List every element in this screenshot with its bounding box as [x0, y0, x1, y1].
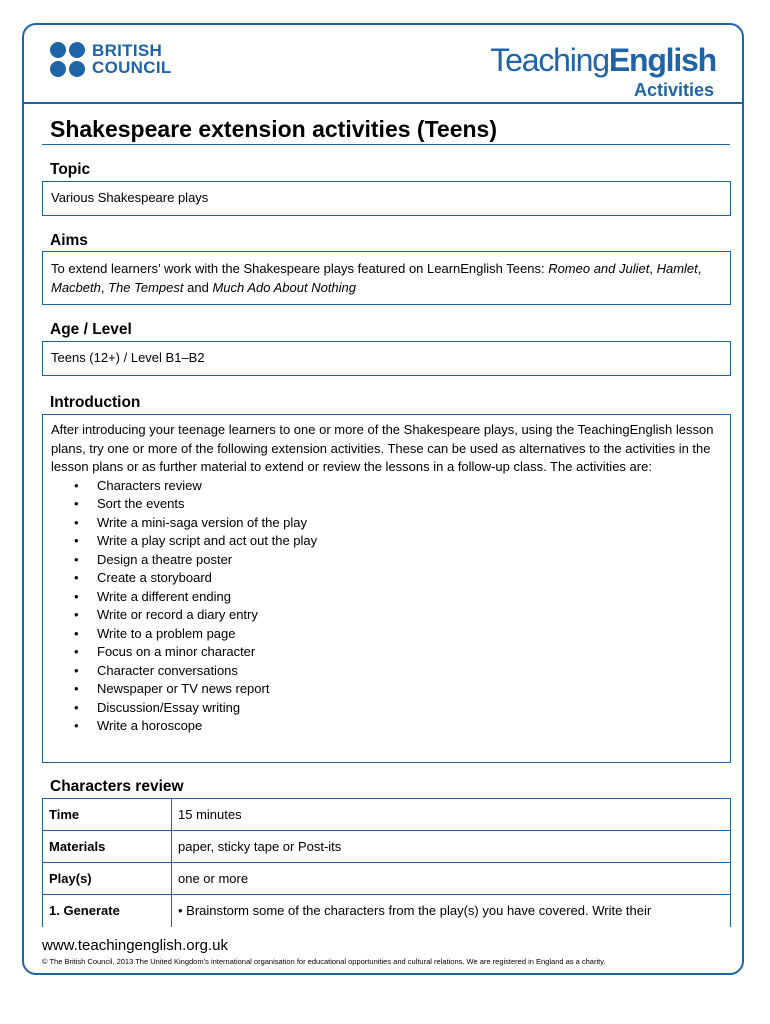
british-council-dots-icon: [50, 42, 86, 78]
introduction-box: [42, 414, 731, 763]
table-row: [43, 895, 731, 928]
list-item: • Focus on a minor character: [51, 643, 722, 662]
table-key: 1. Generate: [43, 895, 172, 928]
list-item: • Write a play script and act out the play: [51, 532, 722, 551]
table-key: Play(s): [43, 863, 172, 895]
list-item: • Create a storyboard: [51, 569, 722, 588]
topic-box: [42, 181, 731, 216]
table-key: Time: [43, 799, 172, 831]
footer-url: www.teachingenglish.org.uk: [42, 937, 228, 954]
footer-copyright: © The British Council, 2013 The United Kingdom’s international organisation for educational opportunities and cultural relations. We are registered in England as a charity.: [42, 957, 606, 966]
title-divider: [42, 144, 730, 145]
characters-review-table: [42, 798, 731, 927]
list-item: • Discussion/Essay writing: [51, 699, 722, 718]
list-item: • Characters review: [51, 477, 722, 496]
aims-heading: Aims: [50, 232, 88, 249]
table-row: [43, 831, 731, 863]
table-row: [43, 863, 731, 895]
table-value: paper, sticky tape or Post-its: [172, 831, 731, 863]
page-title: Shakespeare extension activities (Teens): [50, 116, 497, 142]
teachingenglish-logo: TeachingEnglish: [490, 42, 716, 78]
age-level-text: Teens (12+) / Level B1–B2: [51, 350, 205, 365]
list-item: • Character conversations: [51, 662, 722, 681]
aims-box: [42, 251, 731, 305]
list-item: • Write a horoscope: [51, 717, 722, 736]
topic-heading: Topic: [50, 161, 91, 178]
table-value: • Brainstorm some of the characters from the play(s) you have covered. Write their: [172, 895, 731, 928]
list-item: • Write or record a diary entry: [51, 606, 722, 625]
characters-review-heading: Characters review: [50, 778, 184, 795]
table-key: Materials: [43, 831, 172, 863]
list-item: • Write to a problem page: [51, 625, 722, 644]
age-level-box: [42, 341, 731, 376]
list-item: • Write a mini-saga version of the play: [51, 514, 722, 533]
category-label: Activities: [633, 80, 714, 100]
activities-list: [51, 477, 722, 736]
table-row: [43, 799, 731, 831]
introduction-heading: Introduction: [50, 394, 141, 411]
aims-text: To extend learners’ work with the Shakespeare plays featured on LearnEnglish Teens: Romeo and Juliet, Hamlet, Macbeth, The Tempest and Much Ado About Nothing: [51, 261, 702, 295]
british-council-wordmark: BRITISH COUNCIL: [92, 41, 172, 77]
table-value: 15 minutes: [172, 799, 731, 831]
topic-text: Various Shakespeare plays: [51, 190, 209, 205]
list-item: • Design a theatre poster: [51, 551, 722, 570]
list-item: • Newspaper or TV news report: [51, 680, 722, 699]
age-level-heading: Age / Level: [50, 321, 132, 338]
introduction-text: After introducing your teenage learners to one or more of the Shakespeare plays, using the TeachingEnglish lesson plans, try one or more of the following extension activities. These can be used as alternatives to the activities in the lesson plans or as further material to extend or review the lessons in a follow-up class. The activities are:: [51, 422, 714, 474]
list-item: • Sort the events: [51, 495, 722, 514]
list-item: • Write a different ending: [51, 588, 722, 607]
table-value: one or more: [172, 863, 731, 895]
header-divider: [22, 102, 744, 104]
